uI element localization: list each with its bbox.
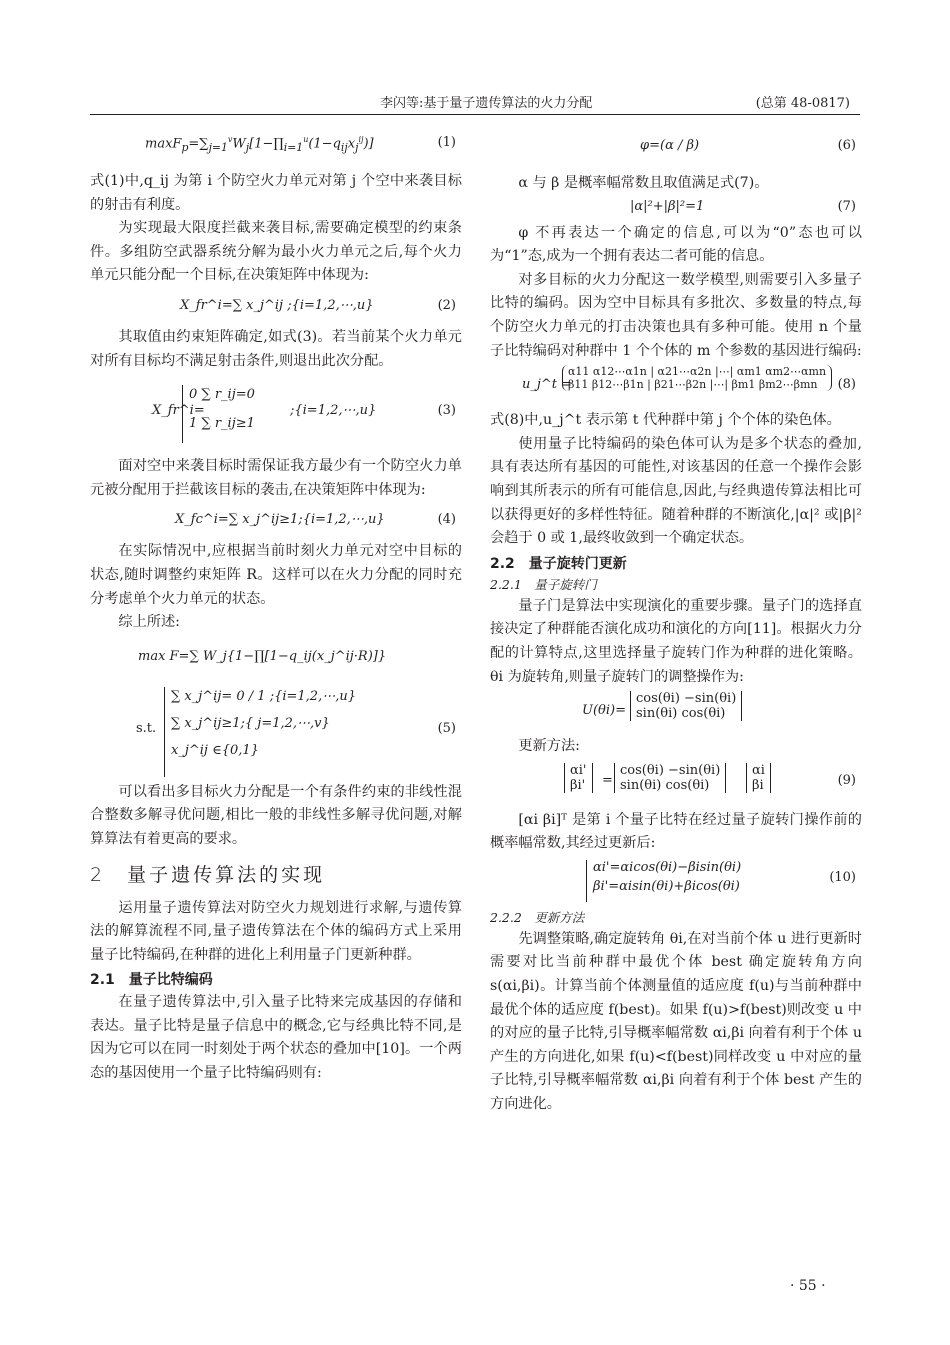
paragraph: 在实际情况中,应根据当前时刻火力单元对空中目标的状态,随时调整约束矩阵 R。这样可以在火力分配的同时充分考虑单个火力单元的状态。 (90, 543, 462, 607)
paragraph: 先调整策略,确定旋转角 θi,在对当前个体 u 进行更新时需要对比当前种群中最优个体 best 确定旋转角方向 s(αi,βi)。计算当前个体测量值的适应度 f(u)与当前种群中最优个体的适应度 f(best)。如果 f(u)>f(best)则改变 u 中的对应的量子比特,引导概率幅常数 αi,βi 向着有利于个体 u 产生的方向进化,如果 f(u)<f(best)同样改变 u 中对应的量子比特,引导概率幅常数 αi,βi 向着有利于个体 best 产生的方向进化。 (490, 930, 862, 1113)
equation-2-number: (2) (437, 297, 456, 313)
paragraph: 其取值由约束矩阵确定,如式(3)。若当前某个火力单元对所有目标均不满足射击条件,则退出此次分配。 (90, 328, 462, 369)
equation-6-number: (6) (837, 138, 856, 153)
equation-10-alpha-update: αi'=αicos(θi)−βisin(θi) (593, 859, 742, 875)
paragraph: 面对空中来袭目标时需保证我方最少有一个防空火力单元被分配用于拦截该目标的袭击,在决策矩阵中体现为: (90, 458, 462, 498)
equation-8-matrix (562, 365, 832, 391)
equation-U-row-2: sin(θi) cos(θi) (636, 706, 726, 722)
equation-8 (490, 363, 862, 409)
equation-9-rhs-beta: βi (752, 777, 764, 793)
equation-10 (490, 856, 862, 906)
equation-7 (490, 196, 862, 222)
equation-1-formula: $\max F_p=\sum_{j=1}^vW_j[1-\prod_{i=1}^u(1-q_{ij}x_j^{ij})]$ (145, 135, 374, 154)
equation-8-row-alpha: α11 α12⋯α1n | α21⋯α2n |⋯| αm1 αm2⋯αmn (568, 365, 827, 379)
equation-U-row-1: cos(θi) −sin(θi) (636, 691, 737, 707)
equation-5-constraints (90, 681, 462, 781)
paragraph: 使用量子比特编码的染色体可认为是多个状态的叠加,具有表达所有基因的可能性,对该基因的任意一个操作会影响到其所表示的所有可能信息,因此,与经典遗传算法相比可以获得更好的多样性特征。随着种群的不断演化,|α|² 或|β|² 会趋于 0 或 1,最终收敛到一个确定状态。 (490, 435, 862, 547)
equation-10-beta-update: βi'=αisin(θi)+βicos(θi) (593, 878, 740, 894)
equation-9-equals: = (602, 772, 613, 788)
equation-3-number: (3) (437, 403, 456, 419)
equation-9-lhs-vector (564, 763, 593, 793)
paragraph: 为实现最大限度拦截来袭目标,需要确定模型的约束条件。多组防空武器系统分解为最小火力单元之后,每个火力单元只能分配一个目标,在决策矩阵中体现为: (90, 220, 462, 284)
paragraph: 量子门是算法中实现演化的重要步骤。量子门的选择直接决定了种群能否演化成功和演化的方向[11]。根据火力分配的计算特点,这里选择量子旋转门作为种群的进化策略。θi 为旋转角,则量子旋转门的调整操作为: (490, 597, 862, 685)
equation-6 (490, 130, 862, 172)
equation-3-case-0: 0 ∑ r_ij=0 (189, 387, 255, 403)
equation-9-lhs-alpha: αi' (570, 762, 587, 778)
equation-9 (490, 759, 862, 809)
equation-5-objective-formula: max F=∑ W_j{1−∏[1−q_ij(x_j^ij·R)]} (138, 648, 387, 664)
equation-4-formula: X_fc^i=∑ x_j^ij≥1;{i=1,2,⋯,u} (175, 512, 385, 528)
paragraph: φ 不再表达一个确定的信息,可以为“0”态也可以为“1”态,成为一个拥有表达二者可能的信息。 (490, 224, 862, 265)
section-heading: 2 量子遗传算法的实现 (90, 863, 326, 886)
paragraph: α 与 β 是概率幅常数且取值满足式(7)。 (518, 175, 769, 191)
equation-6-formula: φ=(α / β) (640, 138, 700, 153)
paragraph: 在量子遗传算法中,引入量子比特来完成基因的存储和表达。量子比特是量子信息中的概念,它与经典比特不同,是因为它可以在同一时刻处于两个状态的叠加中[10]。一个两态的基因使用一个量子比特编码则有: (90, 994, 462, 1082)
paragraph: 式(1)中,q_ij 为第 i 个防空火力单元对第 j 个空中来袭目标的射击有利度。 (90, 173, 462, 213)
equation-5-objective (90, 635, 462, 681)
equation-10-brace (586, 860, 741, 902)
equation-9-rotation-matrix (614, 763, 726, 793)
equation-5-brace (164, 687, 356, 777)
paragraph: 运用量子遗传算法对防空火力规划进行求解,与遗传算法的解算流程不同,量子遗传算法在个体的编码方式上采用量子比特编码,在种群的进化上利用量子门更新种群。 (90, 899, 462, 963)
page-number: · 55 · (790, 1278, 826, 1294)
equation-3-lhs: X_fr^i= (152, 403, 205, 419)
equation-8-number: (8) (837, 377, 856, 393)
equation-1 (90, 130, 462, 170)
equation-7-formula: |α|²+|β|²=1 (630, 198, 705, 214)
equation-7-number: (7) (837, 198, 856, 214)
right-column (490, 130, 862, 1117)
equation-9-rhs-alpha: αi (752, 762, 765, 778)
equation-2-formula: X_fr^i=∑ x_j^ij ;{i=1,2,⋯,u} (180, 297, 374, 313)
equation-5-number: (5) (437, 720, 456, 736)
equation-U-lhs: U(θi)= (582, 703, 626, 719)
equation-U (490, 689, 862, 735)
paragraph: 对多目标的火力分配这一数学模型,则需要引入多量子比特的编码。因为空中目标具有多批次、多数量的特点,每个防空火力单元的打击决策也具有多种可能。使用 n 个量子比特编码对种群中 1 个个体的 m 个参数的基因进行编码: (490, 271, 862, 359)
equation-5-st: s.t. (136, 720, 157, 736)
running-header (90, 88, 860, 115)
equation-4-number: (4) (437, 512, 456, 528)
subsection-heading: 2.2 量子旋转门更新 (490, 555, 627, 572)
equation-8-lhs: u_j^t = (522, 377, 573, 393)
subsection-heading: 2.1 量子比特编码 (90, 972, 213, 989)
equation-8-row-beta: β11 β12⋯β1n | β21⋯β2n |⋯| βm1 βm2⋯βmn (568, 378, 818, 392)
paragraph: 更新方法: (518, 738, 580, 755)
paragraph: 综上所述: (118, 614, 180, 631)
equation-4 (90, 502, 462, 540)
equation-9-rot-row-1: cos(θi) −sin(θi) (620, 762, 721, 778)
subsubsection-heading: 2.2.2 更新方法 (490, 909, 585, 925)
equation-U-matrix (630, 691, 742, 721)
paragraph: [αi βi]ᵀ 是第 i 个量子比特在经过量子旋转门操作前的概率幅常数,其经过更新后: (490, 811, 862, 852)
header-issue: (总第 48-0817) (755, 96, 850, 111)
equation-3-range: ;{i=1,2,⋯,u} (290, 403, 377, 419)
equation-3-brace (182, 385, 255, 443)
equation-5-constraint-b: ∑ x_j^ij≥1;{ j=1,2,⋯,v} (171, 715, 330, 731)
equation-9-rhs-vector (746, 763, 771, 793)
equation-5-constraint-c: x_j^ij ∈{0,1} (171, 742, 259, 758)
header-title: 李闪等:基于量子遗传算法的火力分配 (380, 96, 593, 111)
equation-10-number: (10) (829, 869, 856, 885)
equation-1-number: (1) (437, 135, 456, 150)
equation-3 (90, 373, 462, 455)
equation-9-lhs-beta: βi' (570, 777, 586, 793)
subsubsection-heading: 2.2.1 量子旋转门 (490, 576, 597, 592)
paragraph: 可以看出多目标火力分配是一个有条件约束的非线性混合整数多解寻优问题,相比一般的非线性多解寻优问题,对解算算法有着更高的要求。 (90, 783, 462, 847)
paragraph: 式(8)中,u_j^t 表示第 t 代种群中第 j 个个体的染色体。 (490, 412, 841, 429)
equation-5-constraint-a: ∑ x_j^ij= 0 / 1 ;{i=1,2,⋯,u} (171, 688, 356, 704)
left-column (90, 130, 462, 1086)
equation-9-number: (9) (837, 772, 856, 788)
equation-2 (90, 288, 462, 326)
equation-3-case-1: 1 ∑ r_ij≥1 (189, 416, 255, 432)
equation-9-rot-row-2: sin(θi) cos(θi) (620, 777, 710, 793)
